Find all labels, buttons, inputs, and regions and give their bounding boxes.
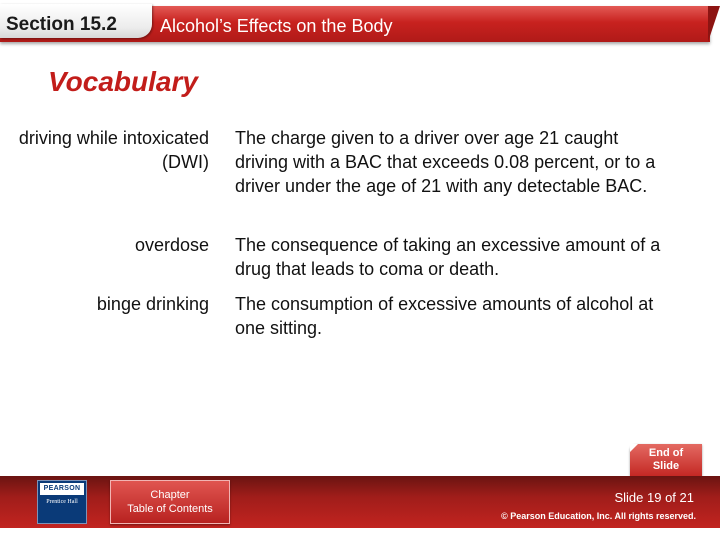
end-of-slide-line1: End of: [648, 447, 684, 459]
end-of-slide-line2: Slide: [652, 460, 680, 472]
definition-overdose: The consequence of taking an excessive amount of a drug that leads to coma or death.: [235, 235, 661, 279]
end-of-slide-fold: [630, 444, 638, 452]
copyright-notice: © Pearson Education, Inc. All rights reserved.: [501, 511, 696, 521]
pearson-logo-text: PEARSON: [40, 483, 84, 495]
prentice-hall-text: Prentice Hall: [46, 499, 78, 505]
chapter-toc-line1: Chapter: [150, 489, 190, 501]
section-tab: [0, 4, 152, 38]
section-title: Alcohol’s Effects on the Body: [160, 16, 393, 36]
definition-binge-drinking: The consumption of excessive amounts of alcohol at one sitting.: [235, 294, 654, 338]
definition-dwi: The charge given to a driver over age 21 caught driving with a BAC that exceeds 0.08 percent, or to a driver under the age of 21 with any detectable BAC.: [235, 128, 656, 196]
section-label: Section 15.2: [6, 14, 117, 35]
term-overdose: overdose: [134, 235, 209, 255]
page-title: Vocabulary: [48, 66, 198, 97]
slide-number: Slide 19 of 21: [614, 490, 694, 505]
term-binge-drinking: binge drinking: [96, 294, 209, 314]
term-dwi: driving while intoxicated (DWI): [18, 128, 209, 172]
chapter-toc-button[interactable]: [110, 480, 230, 524]
header-fold: [708, 6, 720, 42]
header: [0, 0, 720, 44]
chapter-toc-line2: Table of Contents: [127, 503, 213, 515]
pearson-logo: [37, 480, 87, 524]
end-of-slide-button[interactable]: [630, 444, 702, 476]
